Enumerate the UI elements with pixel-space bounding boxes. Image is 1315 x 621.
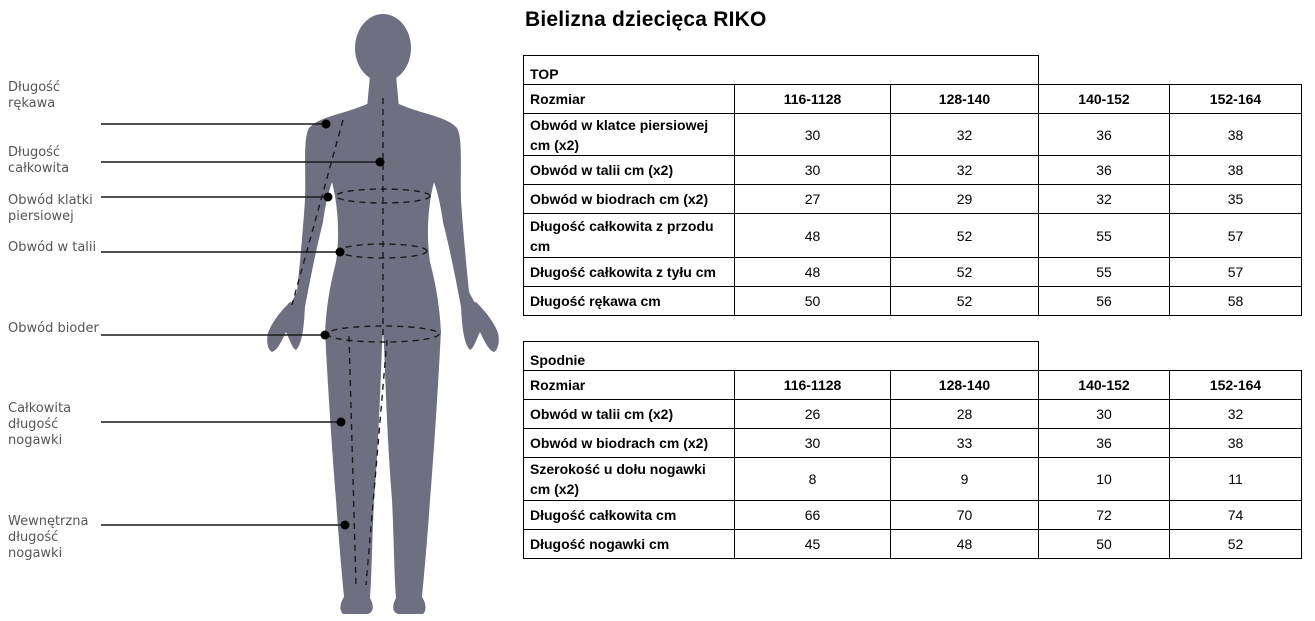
- bottom-size-table: [523, 341, 1302, 559]
- row-label: Długość nogawki cm: [524, 530, 735, 559]
- table-cell: 29: [891, 185, 1039, 214]
- table-cell: 10: [1039, 458, 1170, 501]
- table-cell: 48: [891, 530, 1039, 559]
- table-row: [524, 458, 1302, 501]
- size-header: 128-140: [891, 85, 1039, 114]
- label-chest-circumference: Obwód klatki piersiowej: [8, 193, 93, 224]
- row-label: Obwód w talii cm (x2): [524, 156, 735, 185]
- label-waist-circumference: Obwód w talii: [8, 240, 97, 255]
- table-title-row: [524, 342, 1302, 371]
- table-cell: 30: [1039, 400, 1170, 429]
- table-cell: 58: [1170, 287, 1302, 316]
- row-label: Długość całkowita cm: [524, 501, 735, 530]
- table-cell: 33: [891, 429, 1039, 458]
- row-label: Obwód w biodrach cm (x2): [524, 429, 735, 458]
- size-header: 152-164: [1170, 371, 1302, 400]
- table-cell: 50: [1039, 530, 1170, 559]
- label-total-length: Długość całkowita: [8, 145, 70, 176]
- table-cell: 38: [1170, 156, 1302, 185]
- table-cell: 55: [1039, 258, 1170, 287]
- size-header: 116-1128: [735, 371, 891, 400]
- table-cell: 30: [735, 156, 891, 185]
- row-label: Obwód w klatce piersiowej cm (x2): [524, 114, 735, 156]
- pointer-dot: [321, 331, 330, 340]
- size-header: 152-164: [1170, 85, 1302, 114]
- table-cell: 26: [735, 400, 891, 429]
- table-row: [524, 185, 1302, 214]
- table-cell: 11: [1170, 458, 1302, 501]
- table-cell: 8: [735, 458, 891, 501]
- table-cell: 48: [735, 258, 891, 287]
- body-measurement-figure: [0, 0, 520, 621]
- pointer-dot: [324, 193, 333, 202]
- table-cell: 56: [1039, 287, 1170, 316]
- pointer-dot: [322, 120, 331, 129]
- table-row: [524, 530, 1302, 559]
- table-header-row: [524, 85, 1302, 114]
- table-cell: 32: [1039, 185, 1170, 214]
- row-label: Długość rękawa cm: [524, 287, 735, 316]
- table-cell: 70: [891, 501, 1039, 530]
- label-hip-circumference: Obwód bioder: [8, 321, 99, 336]
- table-cell: 9: [891, 458, 1039, 501]
- table-row: [524, 501, 1302, 530]
- row-label: Długość całkowita z tyłu cm: [524, 258, 735, 287]
- table-cell: 27: [735, 185, 891, 214]
- table-cell: 36: [1039, 114, 1170, 156]
- table-row: [524, 258, 1302, 287]
- table-cell: 28: [891, 400, 1039, 429]
- table-cell: 30: [735, 429, 891, 458]
- table-cell: 52: [891, 214, 1039, 258]
- size-header: 128-140: [891, 371, 1039, 400]
- table-cell: 32: [1170, 400, 1302, 429]
- table-cell: 35: [1170, 185, 1302, 214]
- size-label: Rozmiar: [524, 371, 735, 400]
- row-label: Obwód w talii cm (x2): [524, 400, 735, 429]
- pointer-dot: [337, 418, 346, 427]
- size-label: Rozmiar: [524, 85, 735, 114]
- table-cell: 38: [1170, 429, 1302, 458]
- table-cell: 36: [1039, 429, 1170, 458]
- pointer-dot: [336, 248, 345, 257]
- row-label: Szerokość u dołu nogawki cm (x2): [524, 458, 735, 501]
- table-cell: 52: [891, 258, 1039, 287]
- label-inner-leg-length: Wewnętrzna długość nogawki: [8, 514, 89, 561]
- size-header: 116-1128: [735, 85, 891, 114]
- table-title: TOP: [524, 56, 1039, 85]
- table-cell: 50: [735, 287, 891, 316]
- table-cell: 48: [735, 214, 891, 258]
- table-cell: 74: [1170, 501, 1302, 530]
- pointer-dot: [376, 158, 385, 167]
- table-cell: 57: [1170, 258, 1302, 287]
- table-row: [524, 156, 1302, 185]
- table-row: [524, 287, 1302, 316]
- table-cell: 32: [891, 114, 1039, 156]
- table-cell: 45: [735, 530, 891, 559]
- label-sleeve-length: Długość rękawa: [8, 80, 61, 111]
- pointer-dot: [341, 521, 350, 530]
- table-cell: 32: [891, 156, 1039, 185]
- table-cell: 72: [1039, 501, 1170, 530]
- table-row: [524, 114, 1302, 156]
- table-title-row: [524, 56, 1302, 85]
- table-header-row: [524, 371, 1302, 400]
- table-row: [524, 214, 1302, 258]
- table-cell: 66: [735, 501, 891, 530]
- table-cell: 30: [735, 114, 891, 156]
- table-title: Spodnie: [524, 342, 1039, 371]
- table-row: [524, 400, 1302, 429]
- table-row: [524, 429, 1302, 458]
- row-label: Obwód w biodrach cm (x2): [524, 185, 735, 214]
- table-cell: 52: [1170, 530, 1302, 559]
- top-size-table: [523, 55, 1302, 316]
- table-cell: 52: [891, 287, 1039, 316]
- label-total-leg-length: Całkowita długość nogawki: [8, 401, 72, 448]
- table-cell: 55: [1039, 214, 1170, 258]
- size-header: 140-152: [1039, 85, 1170, 114]
- page-title: Bielizna dziecięca RIKO: [525, 8, 767, 31]
- size-header: 140-152: [1039, 371, 1170, 400]
- table-cell: 57: [1170, 214, 1302, 258]
- table-cell: 38: [1170, 114, 1302, 156]
- table-cell: 36: [1039, 156, 1170, 185]
- row-label: Długość całkowita z przodu cm: [524, 214, 735, 258]
